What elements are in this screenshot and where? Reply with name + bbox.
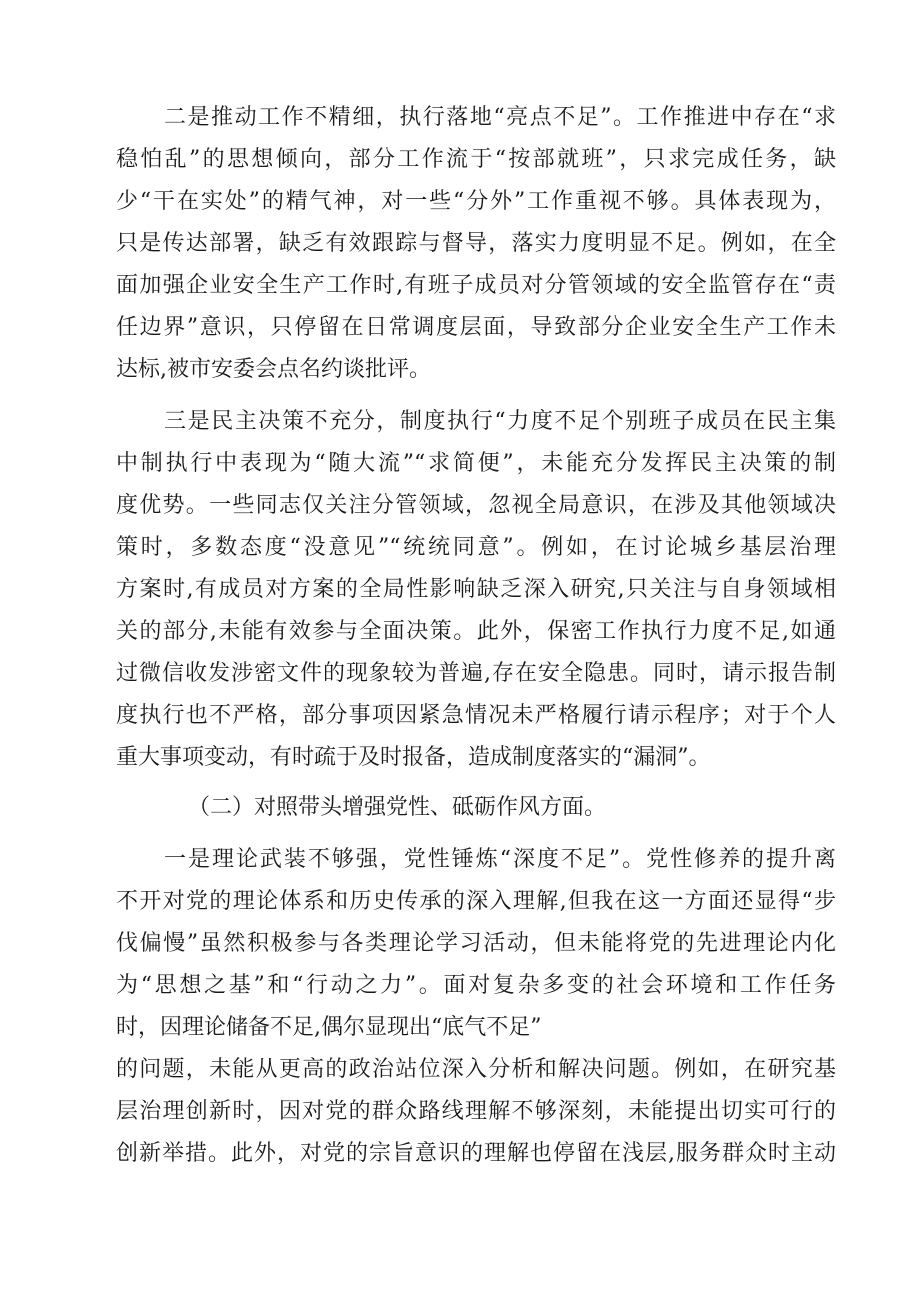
text-line: 一是理论武装不够强，党性锤炼“深度不足”。党性修养的提升离 xyxy=(164,847,836,872)
text-line: 过微信收发涉密文件的现象较为普遍,存在安全隐患。同时，请示报告制 xyxy=(116,661,836,686)
text-line: 三是民主决策不充分，制度执行“力度不足个别班子成员在民主集 xyxy=(164,409,836,434)
text-line: 度执行也不严格，部分事项因紧急情况未严格履行请示程序；对于个人 xyxy=(116,703,836,728)
text-line: 关的部分,未能有效参与全面决策。此外，保密工作执行力度不足,如通 xyxy=(116,619,836,644)
text-line: 策时，多数态度“没意见”“统统同意”。例如，在讨论城乡基层治理 xyxy=(116,535,836,560)
text-line: 创新举措。此外，对党的宗旨意识的理解也停留在浅层,服务群众时主动 xyxy=(116,1141,836,1166)
text-line: 中制执行中表现为“随大流”“求简便”，未能充分发挥民主决策的制 xyxy=(116,451,836,476)
section-heading: （二）对照带头增强党性、砥砺作风方面。 xyxy=(188,795,607,820)
text-line: 二是推动工作不精细，执行落地“亮点不足”。工作推进中存在“求 xyxy=(164,105,836,130)
text-line: 只是传达部署，缺乏有效跟踪与督导，落实力度明显不足。例如，在全 xyxy=(116,231,836,256)
text-line: 方案时,有成员对方案的全局性影响缺乏深入研究,只关注与自身领域相 xyxy=(116,577,836,602)
text-line: 面加强企业安全生产工作时,有班子成员对分管领域的安全监管存在“责 xyxy=(116,273,836,298)
text-line: 层治理创新时，因对党的群众路线理解不够深刻，未能提出切实可行的 xyxy=(116,1099,836,1124)
text-line: 伐偏慢”虽然积极参与各类理论学习活动，但未能将党的先进理论内化 xyxy=(116,931,836,956)
text-line: 达标,被市安委会点名约谈批评。 xyxy=(116,357,431,382)
text-line: 为“思想之基”和“行动之力”。面对复杂多变的社会环境和工作任务 xyxy=(116,973,836,998)
text-line: 少“干在实处”的精气神，对一些“分外”工作重视不够。具体表现为， xyxy=(116,189,836,214)
text-line: 任边界”意识，只停留在日常调度层面，导致部分企业安全生产工作未 xyxy=(116,315,836,340)
text-line: 度优势。一些同志仅关注分管领域，忽视全局意识，在涉及其他领域决 xyxy=(116,493,836,518)
text-line: 的问题，未能从更高的政治站位深入分析和解决问题。例如，在研究基 xyxy=(116,1057,836,1082)
text-line: 时，因理论储备不足,偶尔显现出“底气不足” xyxy=(116,1015,542,1040)
text-line: 重大事项变动，有时疏于及时报备，造成制度落实的“漏洞”。 xyxy=(116,745,711,770)
text-line: 稳怕乱”的思想倾向，部分工作流于“按部就班”，只求完成任务，缺 xyxy=(116,147,836,172)
text-line: 不开对党的理论体系和历史传承的深入理解,但我在这一方面还显得“步 xyxy=(116,889,836,914)
